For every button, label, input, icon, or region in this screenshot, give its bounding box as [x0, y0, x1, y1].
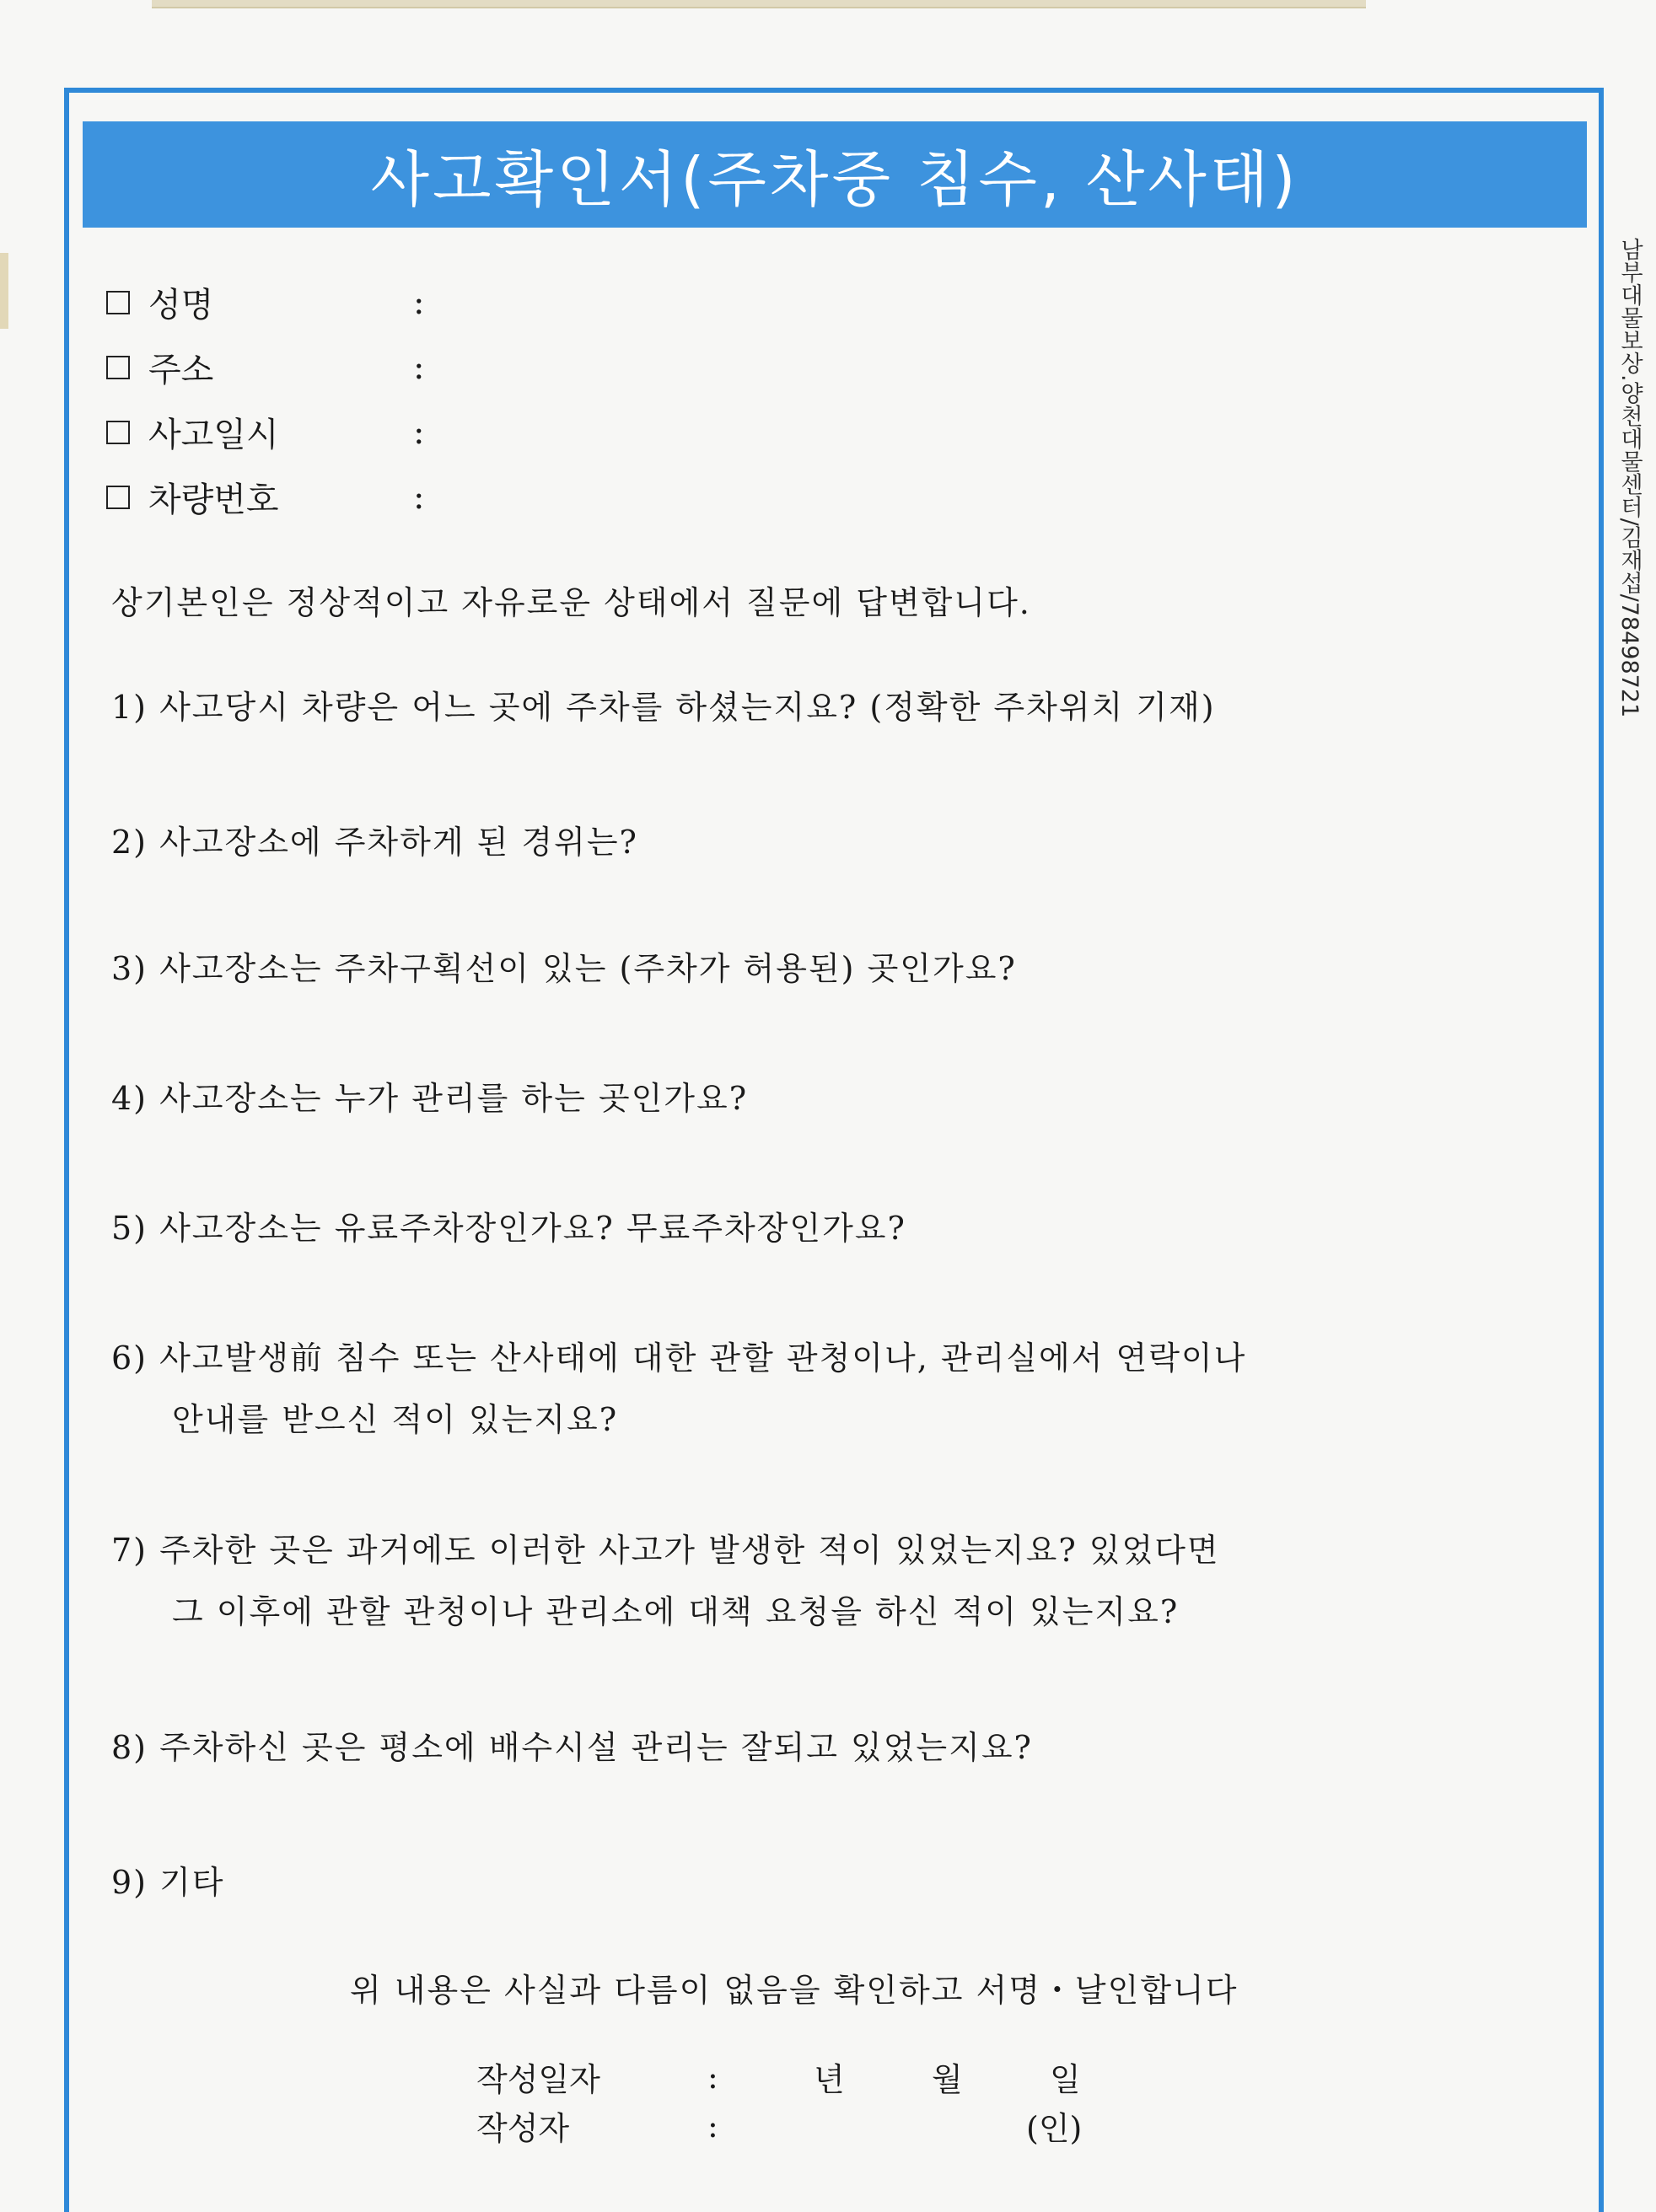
field-colon: :	[413, 412, 425, 452]
left-paper-edge	[0, 253, 8, 329]
document-title: 사고확인서(주차중 침수, 산사태)	[83, 121, 1587, 228]
question-8	[111, 1721, 1033, 1768]
checkbox-icon[interactable]	[106, 291, 130, 314]
year-label: 년	[814, 2061, 845, 2098]
author-label: 작성자	[476, 2110, 570, 2147]
checkbox-icon[interactable]	[106, 356, 130, 379]
question-text: 3) 사고장소는 주차구획선이 있는 (주차가 허용된) 곳인가요?	[111, 950, 1017, 987]
checkbox-icon[interactable]	[106, 421, 130, 444]
field-label: 주소	[148, 351, 214, 389]
field-label: 차량번호	[148, 481, 279, 519]
field-accident-datetime	[106, 400, 865, 464]
side-margin-text: 남부대물보상.양천대물센터/김재섭/78498721	[1616, 238, 1643, 718]
question-text: 5) 사고장소는 유료주차장인가요? 무료주차장인가요?	[111, 1210, 906, 1247]
field-label: 성명	[148, 286, 214, 325]
field-label: 사고일시	[148, 416, 279, 454]
checkbox-icon[interactable]	[106, 486, 130, 509]
question-text: 2) 사고장소에 주차하게 된 경위는?	[111, 824, 638, 861]
question-1	[111, 681, 1216, 727]
question-4	[111, 1072, 748, 1119]
question-6	[111, 1332, 1246, 1440]
signature-date-row	[476, 2054, 1081, 2100]
question-3	[111, 942, 1017, 989]
field-colon: :	[413, 347, 425, 387]
field-name	[106, 270, 865, 335]
date-label: 작성일자	[476, 2061, 600, 2098]
info-fields	[106, 270, 865, 529]
seal-mark: (인)	[1026, 2110, 1083, 2147]
field-vehicle-number	[106, 464, 865, 529]
question-2	[111, 816, 638, 862]
day-label: 일	[1050, 2061, 1081, 2098]
question-text: 1) 사고당시 차량은 어느 곳에 주차를 하셨는지요? (정확한 주차위치 기재)	[111, 689, 1216, 726]
author-colon: :	[707, 2107, 718, 2145]
question-text-continued: 안내를 받으신 적이 있는지요?	[172, 1401, 619, 1438]
question-9	[111, 1856, 225, 1903]
closing-statement: 위 내용은 사실과 다름이 없음을 확인하고 서명・날인합니다	[350, 1972, 1239, 2009]
question-text: 7) 주차한 곳은 과거에도 이러한 사고가 발생한 적이 있었는지요? 있었다면	[111, 1532, 1220, 1569]
intro-statement: 상기본인은 정상적이고 자유로운 상태에서 질문에 답변합니다.	[111, 584, 1031, 621]
question-text: 8) 주차하신 곳은 평소에 배수시설 관리는 잘되고 있었는지요?	[111, 1729, 1033, 1766]
question-text: 4) 사고장소는 누가 관리를 하는 곳인가요?	[111, 1080, 749, 1117]
signature-author-row	[476, 2102, 1083, 2149]
month-label: 월	[932, 2061, 963, 2098]
field-colon: :	[413, 477, 425, 517]
date-colon: :	[707, 2058, 718, 2096]
question-text-continued: 그 이후에 관할 관청이나 관리소에 대책 요청을 하신 적이 있는지요?	[172, 1593, 1180, 1630]
top-paper-edge	[152, 0, 1366, 8]
question-text: 6) 사고발생前 침수 또는 산사태에 대한 관할 관청이나, 관리실에서 연락이나	[111, 1340, 1247, 1377]
question-7	[111, 1524, 1220, 1632]
question-text: 9) 기타	[111, 1864, 225, 1901]
question-5	[111, 1202, 906, 1248]
field-address	[106, 335, 865, 400]
field-colon: :	[413, 282, 425, 322]
